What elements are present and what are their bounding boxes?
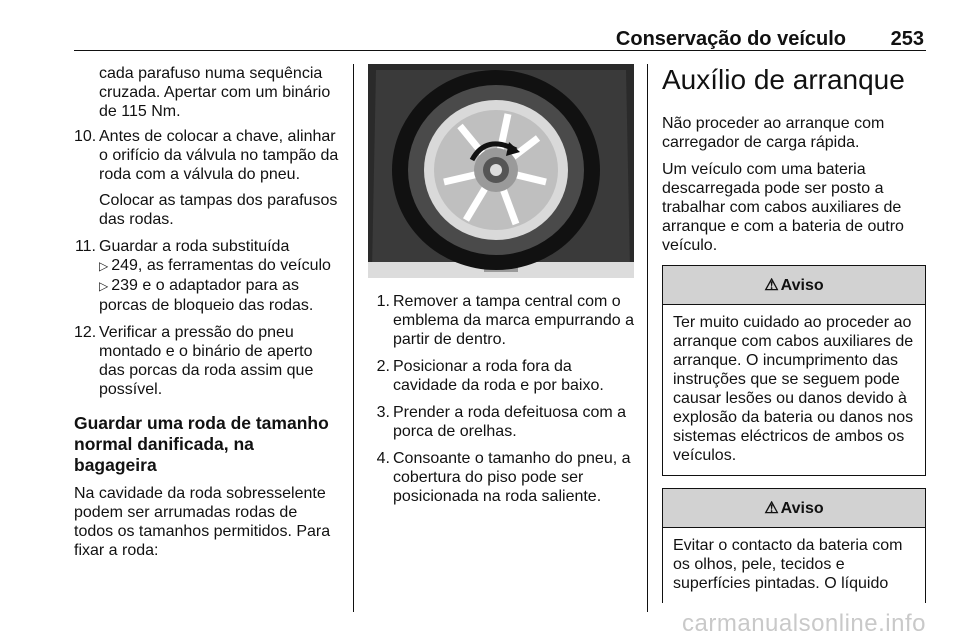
page-header [74, 0, 926, 51]
header-rule [74, 50, 926, 51]
step-text: Consoante o tamanho do pneu, a cobertura do piso pode ser posicionada na roda saliente. [393, 450, 631, 505]
step-text: Guardar a roda substituída [99, 238, 290, 255]
step-number: 3. [376, 404, 390, 421]
page-number: 253 [890, 28, 924, 50]
step-number: 2. [376, 358, 390, 375]
body-paragraph: Na cavidade da roda sobresselente podem ser arrumadas rodas de todos os tamanhos permitidos. Para fixar a roda: [74, 485, 331, 559]
list-item [368, 357, 634, 395]
step-text: Remover a tampa central com o emblema da marca empurrando a partir de dentro. [393, 293, 635, 348]
step-list [74, 127, 340, 399]
section-heading: Guardar uma roda de tamanho normal danificada, na bagageira [74, 413, 329, 475]
step-list [368, 292, 634, 506]
warning-header [663, 266, 925, 305]
warning-header [663, 489, 925, 528]
warning-triangle-icon: ⚠ [764, 276, 779, 294]
body-paragraph: Não proceder ao arranque com carregador de carga rápida. [662, 115, 885, 151]
step-continuation: cada parafuso numa sequência cruzada. Apertar com um binário de 115 Nm. [99, 65, 331, 120]
spare-wheel-figure [368, 64, 634, 278]
step-number: 1. [376, 293, 390, 310]
spare-wheel-illustration [368, 64, 634, 278]
column-right [662, 64, 926, 603]
warning-label: Aviso [780, 499, 824, 517]
list-item [368, 292, 634, 349]
reference-arrow-icon[interactable]: ▷ [99, 259, 109, 273]
step-subtext: Colocar as tampas dos parafusos das rodas. [99, 192, 338, 228]
warning-text: Evitar o contacto da bateria com os olhos, pele, tecidos e superfícies pintadas. O líquido [673, 537, 903, 592]
column-divider [647, 64, 648, 612]
list-item [74, 237, 340, 315]
warning-box [662, 265, 926, 476]
warning-triangle-icon: ⚠ [764, 499, 779, 517]
step-text: Posicionar a roda fora da cavidade da roda e por baixo. [393, 358, 604, 394]
step-text: Verificar a pressão do pneu montado e o binário de aperto das porcas da roda assim que possível. [99, 324, 314, 398]
list-item [368, 403, 634, 441]
list-item [74, 127, 340, 229]
column-left [74, 64, 340, 560]
step-number: 10. [74, 128, 97, 145]
column-divider [353, 64, 354, 612]
warning-label: Aviso [780, 276, 824, 294]
page-reference[interactable]: 249, as ferramentas do veículo [111, 257, 331, 274]
warning-text: Ter muito cuidado ao proceder ao arranque com cabos auxiliares de arranque. O incumprimento das instruções que se seguem pode causar lesões ou danos devido à explosão da bateria ou danos nos sistemas eléctricos de ambos os veículos. [673, 314, 914, 464]
section-title: Conservação do veículo [615, 28, 846, 50]
body-paragraph: Um veículo com uma bateria descarregada pode ser posto a trabalhar com cabos auxiliares de arranque e com a bateria de outro veículo. [662, 161, 904, 254]
list-item [74, 323, 340, 399]
list-item [368, 449, 634, 506]
warning-box [662, 488, 926, 603]
column-middle [368, 64, 634, 514]
step-number: 4. [376, 450, 390, 467]
reference-arrow-icon[interactable]: ▷ [99, 279, 109, 293]
section-title-large: Auxílio de arranque [662, 64, 905, 95]
step-number: 12. [74, 324, 97, 341]
step-text: Antes de colocar a chave, alinhar o orifício da válvula no tampão da roda com a válvula do pneu. [99, 128, 339, 183]
step-text: Prender a roda defeituosa com a porca de orelhas. [393, 404, 627, 440]
step-number: 11. [74, 238, 96, 255]
site-watermark: carmanualsonline.info [682, 610, 926, 637]
page-reference[interactable]: 239 e o adaptador para as porcas de bloqueio das rodas. [99, 277, 314, 314]
